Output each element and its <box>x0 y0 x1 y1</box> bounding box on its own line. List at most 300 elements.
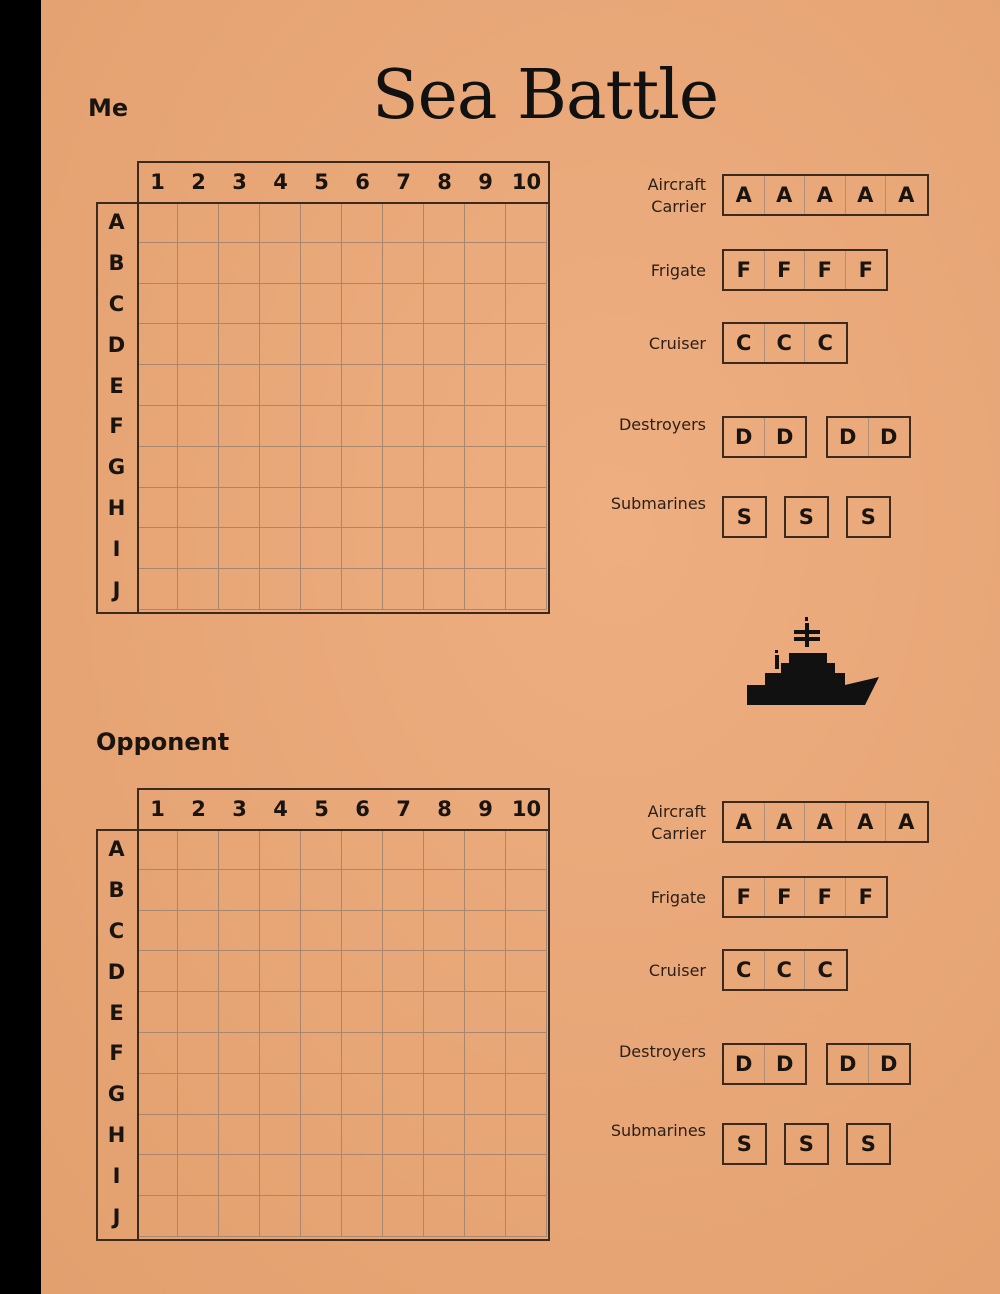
ship-tracker <box>826 416 911 458</box>
grid-cell[interactable] <box>178 1033 219 1074</box>
grid-cell[interactable] <box>178 1155 219 1196</box>
ship-cell[interactable]: F <box>805 251 846 289</box>
grid-cell[interactable] <box>137 911 178 952</box>
grid-cell[interactable] <box>383 1074 424 1115</box>
grid-cell[interactable] <box>424 406 465 447</box>
grid-cell[interactable] <box>178 202 219 243</box>
ship-cell[interactable]: D <box>776 1052 794 1076</box>
grid-cell[interactable] <box>506 951 547 992</box>
grid-cell[interactable] <box>424 1033 465 1074</box>
ship-name: Aircraft <box>647 802 706 821</box>
ship-cell[interactable]: C <box>817 331 833 355</box>
grid-cell[interactable] <box>178 284 219 325</box>
grid-cell[interactable] <box>219 1074 260 1115</box>
grid-cell[interactable] <box>301 992 342 1033</box>
grid-cell[interactable] <box>465 569 506 610</box>
grid-cell[interactable] <box>506 447 547 488</box>
grid-cell[interactable] <box>424 569 465 610</box>
grid-cell[interactable] <box>219 365 260 406</box>
grid-cell[interactable] <box>424 528 465 569</box>
grid-cell[interactable] <box>465 1155 506 1196</box>
column-header: 5 <box>314 796 329 821</box>
grid-cell[interactable] <box>219 911 260 952</box>
grid-cell[interactable] <box>137 284 178 325</box>
grid-cell[interactable] <box>465 406 506 447</box>
grid-cell[interactable] <box>178 324 219 365</box>
grid-cell[interactable] <box>137 324 178 365</box>
grid-cell[interactable] <box>342 1033 383 1074</box>
grid-cell[interactable] <box>260 911 301 952</box>
ship-cell[interactable]: D <box>828 418 869 456</box>
grid-cell[interactable] <box>260 1033 301 1074</box>
grid-cell[interactable] <box>219 488 260 529</box>
grid-cell[interactable] <box>178 569 219 610</box>
ship-tracker <box>722 416 807 458</box>
ship-name: Destroyers <box>618 415 706 434</box>
opponent-grid <box>96 788 547 1237</box>
grid-cell[interactable] <box>383 1033 424 1074</box>
grid-cell[interactable] <box>301 911 342 952</box>
ship-cell[interactable]: A <box>898 183 915 207</box>
grid-cell[interactable] <box>178 1115 219 1156</box>
grid-cell[interactable] <box>424 1074 465 1115</box>
grid-cell[interactable] <box>465 1196 506 1237</box>
ship-cell[interactable]: A <box>765 803 806 841</box>
column-header: 3 <box>232 796 247 821</box>
row-header: A <box>108 210 125 235</box>
grid-cell[interactable] <box>260 365 301 406</box>
grid-cell[interactable] <box>137 1196 178 1237</box>
grid-cell[interactable] <box>178 447 219 488</box>
grid-cell[interactable] <box>465 911 506 952</box>
grid-cell[interactable] <box>465 1115 506 1156</box>
ship-cell[interactable]: D <box>776 425 794 449</box>
grid-cell[interactable] <box>301 243 342 284</box>
column-header: 1 <box>150 796 165 821</box>
ship-tracker <box>826 1043 911 1085</box>
ship-cell[interactable]: A <box>805 803 846 841</box>
grid-cell[interactable] <box>342 284 383 325</box>
grid-cell[interactable] <box>465 992 506 1033</box>
grid-cell[interactable] <box>260 447 301 488</box>
column-header: 9 <box>478 796 493 821</box>
grid-cell[interactable] <box>178 365 219 406</box>
grid-cell[interactable] <box>506 324 547 365</box>
grid-cell[interactable] <box>342 1074 383 1115</box>
ship-label <box>619 1041 706 1063</box>
grid-cell[interactable] <box>260 829 301 870</box>
grid-cell[interactable] <box>178 528 219 569</box>
grid-cell[interactable] <box>260 951 301 992</box>
grid-cell[interactable] <box>383 1196 424 1237</box>
ship-name-line2: Carrier <box>651 824 706 843</box>
grid-cell[interactable] <box>465 1033 506 1074</box>
ship-cell[interactable]: A <box>846 803 887 841</box>
grid-cell[interactable] <box>383 202 424 243</box>
grid-cell[interactable] <box>465 829 506 870</box>
grid-cell[interactable] <box>219 829 260 870</box>
grid-cell[interactable] <box>506 284 547 325</box>
grid-cell[interactable] <box>178 406 219 447</box>
grid-cell[interactable] <box>219 1115 260 1156</box>
grid-cell[interactable] <box>342 447 383 488</box>
ship-tracker <box>722 801 929 843</box>
column-header: 2 <box>191 169 206 194</box>
grid-cell[interactable] <box>301 1196 342 1237</box>
ship-label <box>611 1120 706 1142</box>
ship-label <box>611 493 706 515</box>
grid-cell[interactable] <box>383 365 424 406</box>
grid-cell[interactable] <box>260 284 301 325</box>
grid-cell[interactable] <box>506 992 547 1033</box>
grid-cell[interactable] <box>301 447 342 488</box>
grid-cell[interactable] <box>424 324 465 365</box>
grid-cell[interactable] <box>178 829 219 870</box>
grid-cell[interactable] <box>383 243 424 284</box>
grid-cell[interactable] <box>260 870 301 911</box>
grid-cell[interactable] <box>342 569 383 610</box>
ship-tracker <box>722 496 767 538</box>
grid-cell[interactable] <box>342 951 383 992</box>
grid-cell[interactable] <box>342 870 383 911</box>
grid-cell[interactable] <box>506 488 547 529</box>
grid-cell[interactable] <box>301 829 342 870</box>
grid-cell[interactable] <box>465 447 506 488</box>
grid-cell[interactable] <box>342 243 383 284</box>
grid-cell[interactable] <box>137 202 178 243</box>
grid-cell[interactable] <box>383 447 424 488</box>
grid-cell[interactable] <box>383 911 424 952</box>
row-header: C <box>108 918 125 943</box>
grid-cell[interactable] <box>137 488 178 529</box>
me-grid <box>96 161 547 610</box>
ship-cell[interactable]: S <box>736 1132 752 1156</box>
grid-cell[interactable] <box>383 284 424 325</box>
grid-cell[interactable] <box>465 284 506 325</box>
ship-cell[interactable]: C <box>724 951 765 989</box>
grid-cell[interactable] <box>383 870 424 911</box>
grid-cell[interactable] <box>465 528 506 569</box>
column-header: 7 <box>396 796 411 821</box>
grid-cell[interactable] <box>424 1196 465 1237</box>
grid-cell[interactable] <box>506 1074 547 1115</box>
grid-cell[interactable] <box>301 488 342 529</box>
ship-cell[interactable]: F <box>858 258 873 282</box>
grid-cell[interactable] <box>260 992 301 1033</box>
grid-cell[interactable] <box>260 488 301 529</box>
grid-cell[interactable] <box>219 406 260 447</box>
ship-label <box>619 414 706 436</box>
ship-tracker <box>846 496 891 538</box>
ship-cell[interactable]: S <box>860 505 876 529</box>
grid-corner <box>96 161 137 202</box>
ship-label <box>649 960 706 982</box>
ship-name: Cruiser <box>648 334 706 353</box>
grid-cell[interactable] <box>506 243 547 284</box>
grid-cell[interactable] <box>301 1155 342 1196</box>
grid-cell[interactable] <box>465 202 506 243</box>
ship-cell[interactable]: A <box>805 176 846 214</box>
grid-cell[interactable] <box>178 951 219 992</box>
ship-cell[interactable]: A <box>898 810 915 834</box>
grid-cell[interactable] <box>383 488 424 529</box>
grid-cell[interactable] <box>342 1155 383 1196</box>
column-header: 10 <box>511 169 542 194</box>
ship-cell[interactable]: S <box>860 1132 876 1156</box>
grid-cell[interactable] <box>260 1115 301 1156</box>
grid-cell[interactable] <box>137 1115 178 1156</box>
grid-cell[interactable] <box>465 365 506 406</box>
grid-cell[interactable] <box>178 488 219 529</box>
grid-cell[interactable] <box>260 528 301 569</box>
grid-cell[interactable] <box>424 365 465 406</box>
row-header: G <box>107 1082 126 1107</box>
grid-cell[interactable] <box>383 951 424 992</box>
grid-cell[interactable] <box>465 870 506 911</box>
grid-cell[interactable] <box>424 1155 465 1196</box>
row-header: H <box>107 1122 126 1147</box>
grid-cell[interactable] <box>301 365 342 406</box>
ship-cell[interactable]: F <box>765 878 806 916</box>
grid-cell[interactable] <box>424 1115 465 1156</box>
column-header: 10 <box>511 796 542 821</box>
grid-cell[interactable] <box>260 1155 301 1196</box>
grid-cell[interactable] <box>342 324 383 365</box>
grid-cell[interactable] <box>219 951 260 992</box>
ship-cell[interactable]: D <box>724 418 765 456</box>
grid-cell[interactable] <box>342 488 383 529</box>
ship-cell[interactable]: S <box>736 505 752 529</box>
row-header: D <box>107 959 126 984</box>
ship-cell[interactable]: A <box>765 176 806 214</box>
grid-cell[interactable] <box>506 202 547 243</box>
ship-tracker <box>722 174 929 216</box>
grid-cell[interactable] <box>137 829 178 870</box>
grid-cell[interactable] <box>219 243 260 284</box>
grid-cell[interactable] <box>506 911 547 952</box>
grid-cell[interactable] <box>219 870 260 911</box>
ship-name: Destroyers <box>618 1042 706 1061</box>
ship-tracker <box>722 876 888 918</box>
grid-cell[interactable] <box>301 1033 342 1074</box>
grid-cell[interactable] <box>219 324 260 365</box>
column-header: 1 <box>150 169 165 194</box>
ship-cell[interactable]: F <box>724 878 765 916</box>
grid-cell[interactable] <box>260 324 301 365</box>
grid-cell[interactable] <box>465 951 506 992</box>
grid-cell[interactable] <box>465 324 506 365</box>
grid-cell[interactable] <box>465 488 506 529</box>
ship-cell[interactable]: C <box>765 951 806 989</box>
ship-name: Submarines <box>610 1121 706 1140</box>
row-header: H <box>107 495 126 520</box>
grid-cell[interactable] <box>219 284 260 325</box>
grid-cell[interactable] <box>506 870 547 911</box>
grid-cell[interactable] <box>178 911 219 952</box>
ship-cell[interactable]: C <box>724 324 765 362</box>
grid-cell[interactable] <box>301 324 342 365</box>
grid-cell[interactable] <box>506 1115 547 1156</box>
row-header: D <box>107 332 126 357</box>
grid-cell[interactable] <box>301 870 342 911</box>
ship-cell[interactable]: F <box>724 251 765 289</box>
grid-cell[interactable] <box>301 1115 342 1156</box>
grid-cell[interactable] <box>506 365 547 406</box>
column-header: 3 <box>232 169 247 194</box>
ship-tracker <box>846 1123 891 1165</box>
grid-cell[interactable] <box>383 406 424 447</box>
grid-cell[interactable] <box>424 447 465 488</box>
grid-cell[interactable] <box>424 243 465 284</box>
ship-cell[interactable]: C <box>817 958 833 982</box>
ship-cell[interactable]: D <box>880 425 898 449</box>
grid-cell[interactable] <box>137 365 178 406</box>
grid-cell[interactable] <box>219 1196 260 1237</box>
grid-cell[interactable] <box>342 365 383 406</box>
grid-cell[interactable] <box>137 870 178 911</box>
ship-cell[interactable]: A <box>724 176 765 214</box>
ship-tracker <box>784 496 829 538</box>
ship-cell[interactable]: S <box>798 505 814 529</box>
ship-cell[interactable]: F <box>858 885 873 909</box>
grid-cell[interactable] <box>137 406 178 447</box>
row-header: E <box>109 1000 124 1025</box>
grid-cell[interactable] <box>465 243 506 284</box>
grid-cell[interactable] <box>219 992 260 1033</box>
grid-cell[interactable] <box>137 243 178 284</box>
ship-name-line2: Carrier <box>651 197 706 216</box>
grid-cell[interactable] <box>342 202 383 243</box>
grid-cell[interactable] <box>219 447 260 488</box>
ship-tracker <box>722 322 848 364</box>
board-label-opponent: Opponent <box>96 728 230 756</box>
grid-cell[interactable] <box>178 870 219 911</box>
grid-cell[interactable] <box>219 1033 260 1074</box>
ship-cell[interactable]: C <box>765 324 806 362</box>
grid-cell[interactable] <box>506 829 547 870</box>
grid-cell[interactable] <box>301 951 342 992</box>
column-header: 7 <box>396 169 411 194</box>
grid-cell[interactable] <box>219 569 260 610</box>
grid-cell[interactable] <box>424 911 465 952</box>
ship-cell[interactable]: F <box>805 878 846 916</box>
grid-cell[interactable] <box>219 202 260 243</box>
grid-cell[interactable] <box>506 528 547 569</box>
ship-cell[interactable]: F <box>765 251 806 289</box>
ship-tracker <box>722 949 848 991</box>
ship-cell[interactable]: A <box>724 803 765 841</box>
grid-cell[interactable] <box>260 243 301 284</box>
grid-cell[interactable] <box>506 1196 547 1237</box>
row-header: B <box>108 878 125 903</box>
grid-cell[interactable] <box>342 911 383 952</box>
grid-cell[interactable] <box>342 406 383 447</box>
grid-cell[interactable] <box>506 1033 547 1074</box>
grid-cell[interactable] <box>301 569 342 610</box>
ship-cell[interactable]: S <box>798 1132 814 1156</box>
grid-cell[interactable] <box>424 992 465 1033</box>
column-header: 8 <box>437 796 452 821</box>
grid-cell[interactable] <box>424 870 465 911</box>
row-header: B <box>108 251 125 276</box>
grid-cell[interactable] <box>301 528 342 569</box>
grid-cell[interactable] <box>342 528 383 569</box>
grid-cell[interactable] <box>383 1115 424 1156</box>
grid-cell[interactable] <box>137 1033 178 1074</box>
ship-label <box>648 801 706 845</box>
ship-label <box>649 333 706 355</box>
ship-name: Aircraft <box>647 175 706 194</box>
grid-cell[interactable] <box>178 243 219 284</box>
grid-cell[interactable] <box>506 1155 547 1196</box>
grid-cell[interactable] <box>383 992 424 1033</box>
grid-cell[interactable] <box>219 528 260 569</box>
grid-cell[interactable] <box>383 528 424 569</box>
grid-cell[interactable] <box>137 528 178 569</box>
grid-cell[interactable] <box>424 829 465 870</box>
grid-cell[interactable] <box>465 1074 506 1115</box>
grid-cell[interactable] <box>506 569 547 610</box>
grid-cell[interactable] <box>383 324 424 365</box>
column-header: 4 <box>273 796 288 821</box>
column-header: 6 <box>355 169 370 194</box>
ship-cell[interactable]: D <box>828 1045 869 1083</box>
grid-cell[interactable] <box>424 951 465 992</box>
ship-name: Frigate <box>650 888 706 907</box>
grid-cell[interactable] <box>137 1155 178 1196</box>
grid-cell[interactable] <box>342 1115 383 1156</box>
grid-cell[interactable] <box>301 284 342 325</box>
grid-cell[interactable] <box>137 992 178 1033</box>
grid-cell[interactable] <box>260 1074 301 1115</box>
grid-cell[interactable] <box>383 829 424 870</box>
row-header: J <box>112 1204 121 1229</box>
grid-cell[interactable] <box>383 1155 424 1196</box>
left-black-strip <box>0 0 41 1294</box>
grid-cell[interactable] <box>301 1074 342 1115</box>
grid-cell[interactable] <box>424 284 465 325</box>
grid-cell[interactable] <box>301 406 342 447</box>
grid-cell[interactable] <box>424 202 465 243</box>
grid-cell[interactable] <box>383 569 424 610</box>
grid-cell[interactable] <box>342 992 383 1033</box>
grid-cell[interactable] <box>178 992 219 1033</box>
column-header: 2 <box>191 796 206 821</box>
grid-cell[interactable] <box>424 488 465 529</box>
grid-cell[interactable] <box>260 1196 301 1237</box>
grid-cell[interactable] <box>219 1155 260 1196</box>
grid-cell[interactable] <box>178 1074 219 1115</box>
grid-cell[interactable] <box>342 1196 383 1237</box>
grid-cell[interactable] <box>260 406 301 447</box>
grid-cell[interactable] <box>506 406 547 447</box>
grid-cell[interactable] <box>137 569 178 610</box>
ship-cell[interactable]: D <box>880 1052 898 1076</box>
grid-cell[interactable] <box>137 1074 178 1115</box>
row-header: G <box>107 455 126 480</box>
grid-cell[interactable] <box>137 951 178 992</box>
ship-cell[interactable]: D <box>724 1045 765 1083</box>
grid-cell[interactable] <box>137 447 178 488</box>
grid-cell[interactable] <box>301 202 342 243</box>
ship-cell[interactable]: A <box>846 176 887 214</box>
grid-cell[interactable] <box>178 1196 219 1237</box>
row-header: I <box>112 1163 121 1188</box>
grid-cell[interactable] <box>260 569 301 610</box>
grid-cell[interactable] <box>342 829 383 870</box>
grid-cell[interactable] <box>260 202 301 243</box>
column-header: 6 <box>355 796 370 821</box>
